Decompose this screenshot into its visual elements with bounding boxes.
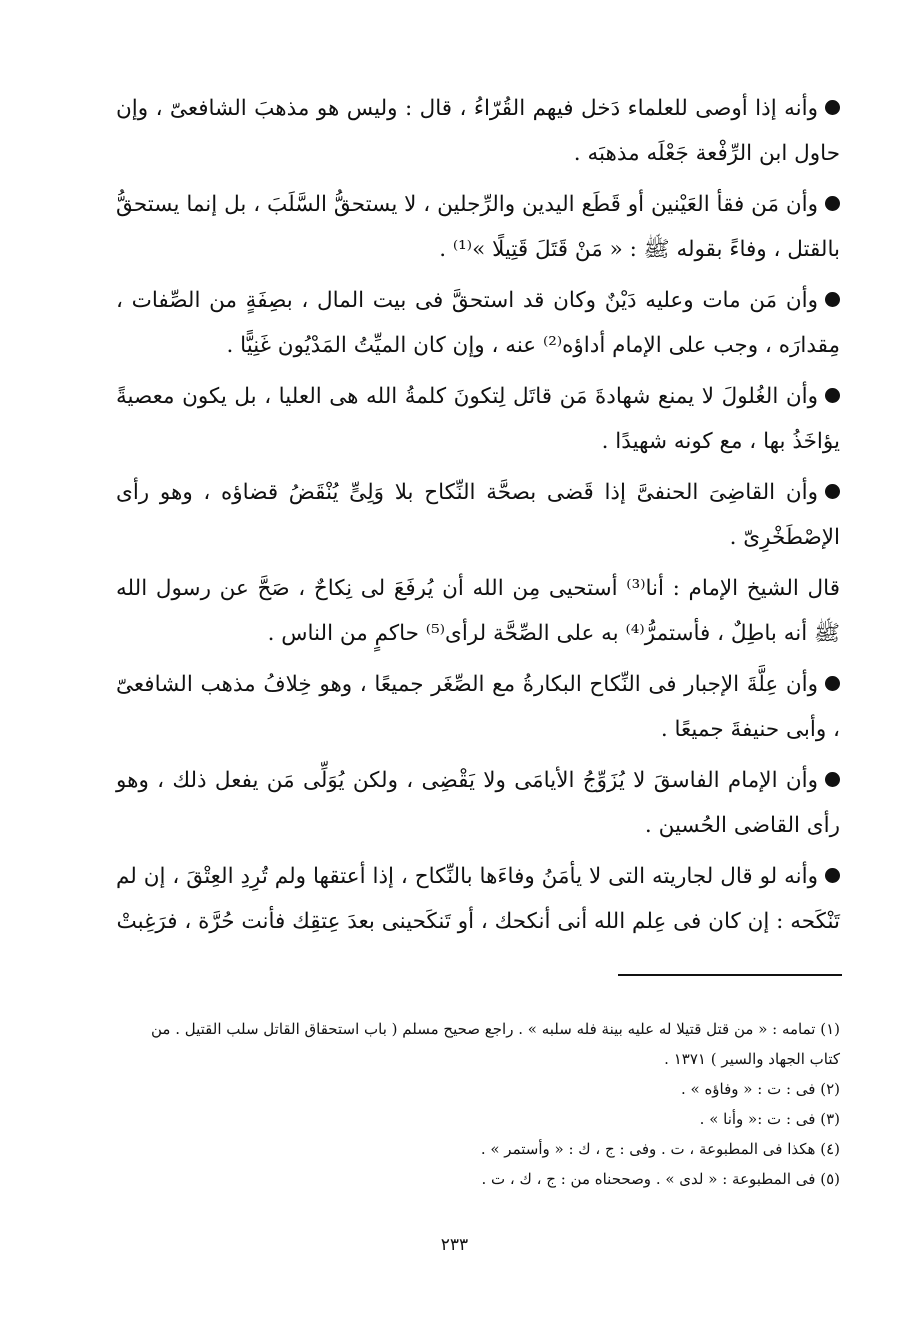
paragraph-5	[116, 470, 840, 560]
paragraph-text: وأن الإمام الفاسقَ لا يُزَوِّجُ الأيامَى ولا يَقْضِى ، ولكن يُوَلِّى مَن يفعل ذلك ، وهو رأى القاضى الحُسين .	[116, 768, 840, 838]
paragraph-8	[116, 758, 840, 848]
bullet-icon	[825, 676, 840, 691]
footnote-2: (٢) فى : ت : « وفاؤه » .	[680, 1080, 840, 1098]
footnote-separator	[618, 974, 842, 976]
paragraph-9	[116, 854, 840, 944]
bullet-icon	[825, 772, 840, 787]
footnote-5: (٥) فى المطبوعة : « لدى » . وصححناه من : ج ، ك ، ت .	[481, 1170, 840, 1188]
bullet-icon	[825, 868, 840, 883]
page-number: ٢٣٣	[440, 1235, 469, 1255]
paragraph-2	[116, 182, 840, 272]
paragraph-1	[116, 86, 840, 176]
bullet-icon	[825, 292, 840, 307]
paragraph-text: وأنه لو قال لجاريته التى لا يأمَنُ وفاءَها بالنِّكاح ، إذا أعتقها ولم تُرِدِ العِتْقَ ، إن لم تَنْكَحه : إن كان فى عِلم الله أنى أنكحك ، أو تَنكَحينى بعدَ عِتقِك فأنت حُرَّة ، فرَغِبتْ	[116, 864, 840, 934]
bullet-icon	[825, 100, 840, 115]
paragraph-text: وأنه إذا أوصى للعلماء دَخل فيهم القُرّاءُ ، قال : وليس هو مذهبَ الشافعىّ ، وإن حاول ابن الرِّفْعة جَعْلَه مذهبَه .	[116, 96, 840, 166]
main-text	[116, 86, 840, 950]
paragraph-4	[116, 374, 840, 464]
footnote-3: (٣) فى : ت :« وأنا » .	[699, 1110, 840, 1128]
paragraph-6	[116, 566, 840, 656]
footnote-1: (١) تمامه : « من قتل قتيلا له عليه بينة فله سلبه » . راجع صحيح مسلم ( باب استحقاق القاتل سلب القتيل . من كتاب الجهاد والسير ) ١٣٧١ .	[151, 1020, 840, 1068]
bullet-icon	[825, 196, 840, 211]
paragraph-text: وأن القاضِىَ الحنفىَّ إذا قَضى بصحَّة النِّكاح بلا وَلِىٍّ يُنْقَضُ قضاؤه ، وهو رأى الإصْطَخْرِىّ .	[116, 480, 840, 550]
footnote-4: (٤) هكذا فى المطبوعة ، ت . وفى : ج ، ك : « وأستمر » .	[480, 1140, 840, 1158]
paragraph-text: وأن الغُلولَ لا يمنع شهادةَ مَن قاتَل لِتكونَ كلمةُ الله هى العليا ، بل يكون معصيةً يؤاخَذُ بها ، مع كونه شهيدًا .	[116, 384, 840, 454]
paragraph-7	[116, 662, 840, 752]
paragraph-3	[116, 278, 840, 368]
bullet-icon	[825, 484, 840, 499]
paragraph-text: وأن مَن فقأ العَيْنين أو قَطَع اليدين والرِّجلين ، لا يستحقُّ السَّلَبَ ، بل إنما يستحقُّ بالقتل ، وفاءً بقوله ﷺ : « مَنْ قَتَلَ قَتِيلًا »⁽¹⁾ .	[116, 192, 840, 262]
paragraph-text: وأن مَن مات وعليه دَيْنٌ وكان قد استحقَّ فى بيت المال ، بصِفَةٍ من الصِّفات ، مِقدارَه ، وجب على الإمام أداؤه⁽²⁾ عنه ، وإن كان الميِّتُ المَدْيُون غَنِيًّا .	[116, 288, 840, 358]
paragraph-text: وأن عِلَّةَ الإجبار فى النِّكاح البكارةُ مع الصِّغَر جميعًا ، وهو خِلافُ مذهب الشافعىّ ، وأبى حنيفةَ جميعًا .	[116, 672, 840, 742]
footnotes	[116, 1014, 840, 1194]
bullet-icon	[825, 388, 840, 403]
paragraph-text: قال الشيخ الإمام : أنا⁽³⁾ أستحيى مِن الله أن يُرفَعَ لى نِكاحٌ ، صَحَّ عن رسول الله ﷺ أنه باطِلٌ ، فأستمرُّ⁽⁴⁾ به على الصِّحَّة لرأى⁽⁵⁾ حاكمٍ من الناس .	[116, 576, 840, 646]
